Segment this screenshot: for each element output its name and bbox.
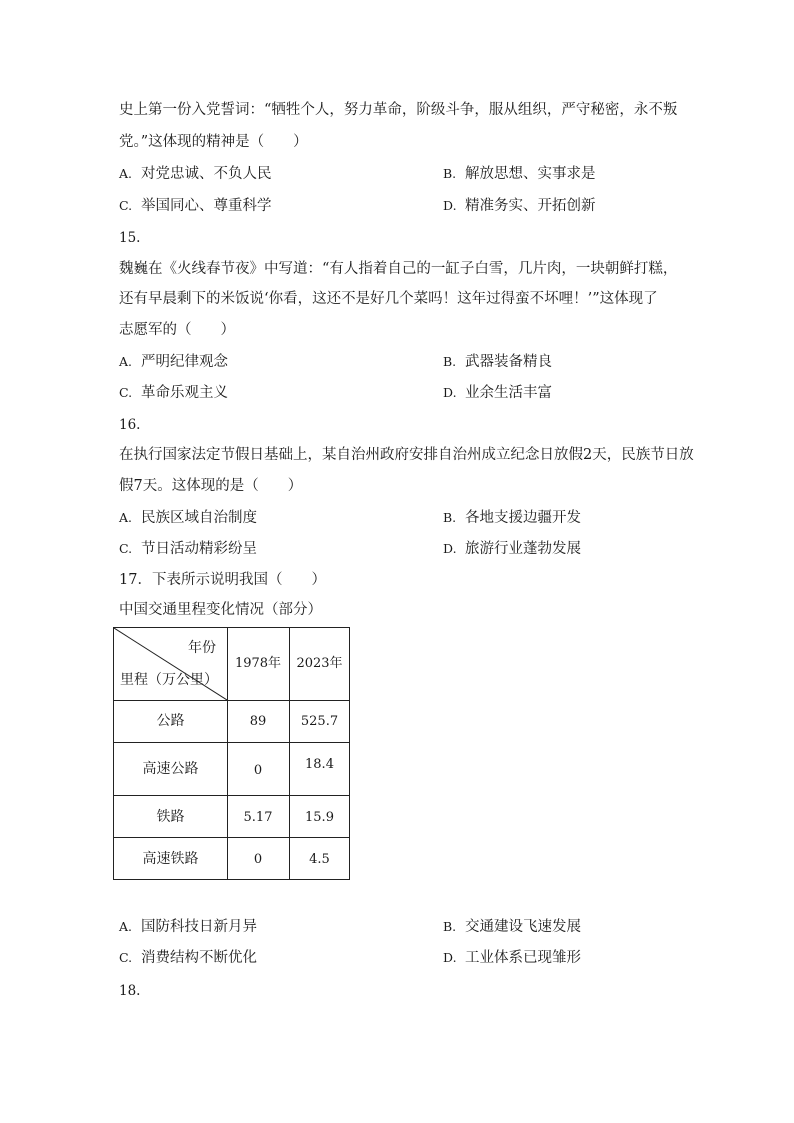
option-letter: C. [119,950,133,965]
table-cell-value: 5.17 [243,810,273,825]
option-letter: A. [119,919,133,934]
q15-stem-line-1: 魏巍在《火线春节夜》中写道：“有人指着自己的一缸子白雪，几片肉，一块朝鲜打糕， [119,261,678,277]
option-letter: D. [443,541,457,556]
table-row-label: 高速公路 [142,761,199,777]
q16-option-b[interactable] [443,508,581,528]
q16-option-a[interactable] [119,508,257,528]
option-text: 精准务实、开拓创新 [465,198,596,214]
transport-mileage-table [113,627,350,880]
q16-stem-line-1: 在执行国家法定节假日基础上，某自治州政府安排自治州成立纪念日放假2天，民族节日放 [119,447,694,463]
option-text: 消费结构不断优化 [141,950,257,966]
table-cell-value: 89 [249,714,267,729]
q14-stem-line-1: 史上第一份入党誓词：“牺牲个人，努力革命，阶级斗争，服从组织，严守秘密，永不叛 [119,102,678,118]
option-letter: D. [443,198,457,213]
table-row-label: 铁路 [156,809,185,825]
option-text: 对党忠诚、不负人民 [141,166,272,182]
table-corner-year-label: 年份 [188,640,216,656]
option-letter: C. [119,198,133,213]
q16-option-c[interactable] [119,539,257,559]
option-text: 严明纪律观念 [141,354,228,370]
option-text: 工业体系已现雏形 [465,950,581,966]
q14-stem-line-2: 党。”这体现的精神是（ ） [119,134,308,150]
q16-stem-line-2: 假7天。这体现的是（ ） [119,478,303,494]
q14-option-c[interactable] [119,196,272,216]
q16-option-d[interactable] [443,539,581,559]
q16-number: 16. [119,417,141,433]
q15-stem-line-2: 还有早晨剩下的米饭说‘你看，这还不是好几个菜吗！这年过得蛮不坏哩！’”这体现了 [119,291,658,307]
option-text: 交通建设飞速发展 [465,919,581,935]
q17-option-d[interactable] [443,948,581,968]
option-text: 旅游行业蓬勃发展 [465,541,581,557]
option-text: 国防科技日新月异 [141,919,257,935]
option-text: 解放思想、实事求是 [465,166,596,182]
q14-option-b[interactable] [443,164,596,184]
q17-table-caption: 中国交通里程变化情况（部分） [119,602,322,618]
option-text: 武器装备精良 [465,354,552,370]
table-cell-value: 4.5 [309,852,330,867]
option-text: 革命乐观主义 [141,385,228,401]
q14-option-a[interactable] [119,164,272,184]
table-header-2023: 2023年 [296,656,343,671]
option-letter: B. [443,510,457,525]
option-letter: B. [443,919,457,934]
table-cell-value: 0 [253,852,263,867]
q15-option-b[interactable] [443,352,552,372]
q17-option-b[interactable] [443,917,581,937]
table-row-label: 公路 [156,713,185,729]
option-letter: D. [443,950,457,965]
option-letter: A. [119,510,133,525]
option-text: 业余生活丰富 [465,385,552,401]
option-text: 举国同心、尊重科学 [141,198,272,214]
table-row-label: 高速铁路 [142,851,199,867]
table-cell-value: 0 [253,763,263,778]
q15-stem-line-3: 志愿军的（ ） [119,322,235,338]
q14-option-d[interactable] [443,196,596,216]
table-row-divider [114,837,349,838]
option-text: 节日活动精彩纷呈 [141,541,257,557]
q17-stem: 17．下表所示说明我国（ ） [119,572,326,588]
q17-option-a[interactable] [119,917,257,937]
option-letter: A. [119,354,133,369]
option-letter: A. [119,166,133,181]
table-row-divider [114,700,349,701]
q15-option-d[interactable] [443,383,552,403]
q15-option-c[interactable] [119,383,228,403]
option-letter: B. [443,166,457,181]
option-letter: D. [443,385,457,400]
option-letter: C. [119,541,133,556]
table-cell-value: 525.7 [300,714,339,729]
q17-option-c[interactable] [119,948,257,968]
q15-option-a[interactable] [119,352,228,372]
table-cell-value: 15.9 [305,810,334,825]
table-header-1978: 1978年 [234,656,282,671]
table-row-divider [114,742,349,743]
q15-number: 15. [119,230,141,246]
option-text: 各地支援边疆开发 [465,510,581,526]
q18-number: 18. [119,983,141,999]
option-letter: B. [443,354,457,369]
table-row-divider [114,795,349,796]
option-letter: C. [119,385,133,400]
table-cell-value: 18.4 [305,757,334,772]
option-text: 民族区域自治制度 [141,510,257,526]
table-corner-mileage-label: 里程（万公里） [120,672,218,688]
